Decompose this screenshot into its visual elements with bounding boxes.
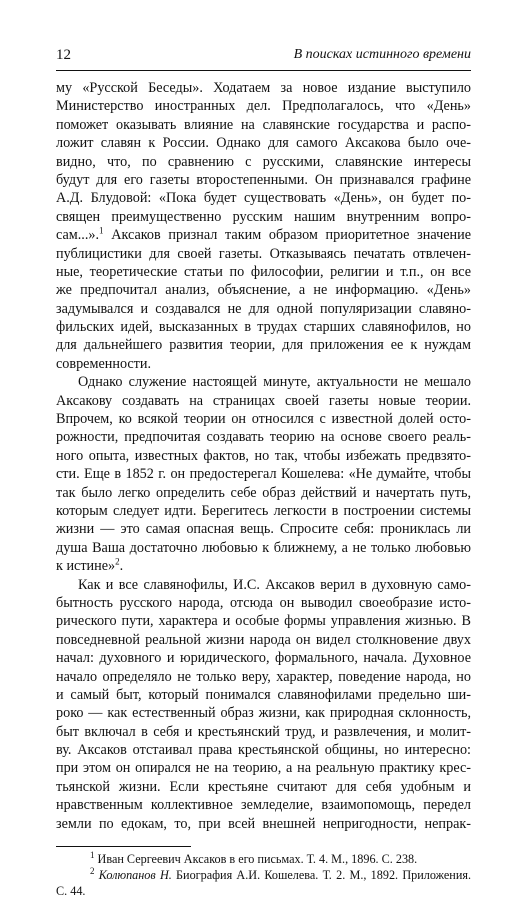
text-line: так было легко определить себе образ действий и начертать путь, bbox=[56, 484, 471, 501]
footnote-1 bbox=[56, 851, 471, 867]
footnote-2 bbox=[56, 867, 471, 883]
text-line: жизни — это самая опасная вещь. Спросите себя: прониклась ли bbox=[56, 521, 471, 538]
footnote-text: Иван Сергеевич Аксаков в его письмах. Т. 4. М., 1896. С. 238. bbox=[97, 852, 418, 867]
footnote-2-continuation: С. 44. bbox=[56, 884, 86, 899]
text-line: и самый быт, который понимался славянофилами предельно ши- bbox=[56, 686, 471, 703]
text-line: при этом он опирался не на теорию, а на реальную практику крес- bbox=[56, 760, 471, 777]
footnote-text: Биография А.И. Кошелева. Т. 2. М., 1892. Приложения. bbox=[171, 868, 471, 883]
text-line: публицистики для своей газеты. Отказываясь печатать отвлечен- bbox=[56, 245, 471, 262]
page-number: 12 bbox=[56, 47, 71, 63]
text-line: рожности, предпочитая создавать теорию на основе своего реаль- bbox=[56, 429, 471, 446]
text-line: тьянской жизни. Если крестьяне считают для себя удобным и bbox=[56, 778, 471, 795]
text-line: ву. Аксаков отстаивал права крестьянской общины, но интересно: bbox=[56, 742, 471, 759]
footnote-ref: 2 bbox=[115, 557, 120, 567]
text-line bbox=[56, 557, 471, 575]
text-line: начало определяло не только веру, характер, поведение народа, но bbox=[56, 668, 471, 685]
text-line: поможет оказывать влияние на славянские государства и распо- bbox=[56, 116, 471, 133]
text-line: которым следует идти. Берегитесь легкости в построении системы bbox=[56, 502, 471, 519]
text-run: Аксаков признал таким образом приоритетное значение bbox=[103, 227, 471, 244]
footnote-ref: 1 bbox=[99, 226, 104, 236]
text-line bbox=[56, 226, 471, 244]
text-line: Как и все славянофилы, И.С. Аксаков верил в духовную само- bbox=[78, 576, 471, 593]
text-line: рического пути, характера и особые формы управления жизнью. В bbox=[56, 613, 471, 630]
text-line: начал: духовного и юридического, формального, начала. Духовное bbox=[56, 650, 471, 667]
text-line: нравственным коллективное земледелие, взаимопомощь, передел bbox=[56, 797, 471, 814]
text-run: сам...». bbox=[56, 227, 100, 244]
text-line: повседневной реальной жизни народа он видел столкновение двух bbox=[56, 631, 471, 648]
text-line: Однако служение настоящей минуте, актуальности не мешало bbox=[78, 374, 471, 391]
text-line: Аксакову создавать на страницах своей газеты новые теории. bbox=[56, 392, 471, 409]
text-line: для дальнейшего развития теории, для приложения ее к нуждам bbox=[56, 337, 471, 354]
body-text bbox=[56, 79, 471, 899]
text-line: ные, теоретические статьи по философии, религии и т.п., он все bbox=[56, 263, 471, 280]
text-line: ложит славян к России. Однако для самого Аксакова было оче- bbox=[56, 135, 471, 152]
text-line: душа Ваша достаточно любовью к ближнему, а не только любовью bbox=[56, 539, 471, 556]
text-line: бытность русского народа, отсюда он выводил своеобразие исто- bbox=[56, 594, 471, 611]
text-run: к истине» bbox=[56, 558, 116, 575]
footnote-separator bbox=[56, 846, 191, 847]
text-line: Министерство иностранных дел. Предполагалось, что «День» bbox=[56, 98, 471, 115]
text-line: роко — как естественный образ жизни, как природная склонность, bbox=[56, 705, 471, 722]
text-line: священ преимущественно русским нашим внутренним вопро- bbox=[56, 208, 471, 225]
text-line: А.Д. Блудовой: «Пока будет существовать «День», он будет по- bbox=[56, 190, 471, 207]
text-run: . bbox=[119, 558, 124, 575]
text-line: современности. bbox=[56, 355, 152, 372]
footnote-mark: 2 bbox=[90, 867, 95, 876]
text-line: земли по едокам, то, при всей внешней непригодности, непрак- bbox=[56, 815, 471, 832]
text-line: видно, что, по сравнению с русскими, славянские интересы bbox=[56, 153, 471, 170]
text-line: задумывался и создавался не для одной популяризации славяно- bbox=[56, 300, 471, 317]
text-line: му «Русской Беседы». Ходатаем за новое издание выступило bbox=[56, 80, 471, 96]
text-line: быт включал в себя и крестьянский труд, и развлечения, и молит- bbox=[56, 723, 471, 740]
text-line: же предпочитал анализ, объяснение, а не информацию. «День» bbox=[56, 282, 471, 299]
running-title: В поисках истинного времени bbox=[293, 47, 471, 62]
text-line: ного опыта, известных фактов, но так, чтобы избежать предвзято- bbox=[56, 447, 471, 464]
text-line: будут для его газеты второстепенными. Он признавался графине bbox=[56, 171, 471, 188]
text-line: фильских идей, высказанных в трудах старших славянофилов, но bbox=[56, 319, 471, 336]
footnote-mark: 1 bbox=[90, 851, 95, 860]
header-rule bbox=[56, 70, 471, 71]
running-header bbox=[56, 47, 471, 67]
text-line: сти. Еще в 1852 г. он предостерегал Кошелева: «Не думайте, чтобы bbox=[56, 466, 471, 483]
text-line: Впрочем, ко всякой теории он относился с известной долей осто- bbox=[56, 411, 471, 428]
footnote-author: Колюпанов Н. bbox=[98, 868, 172, 883]
